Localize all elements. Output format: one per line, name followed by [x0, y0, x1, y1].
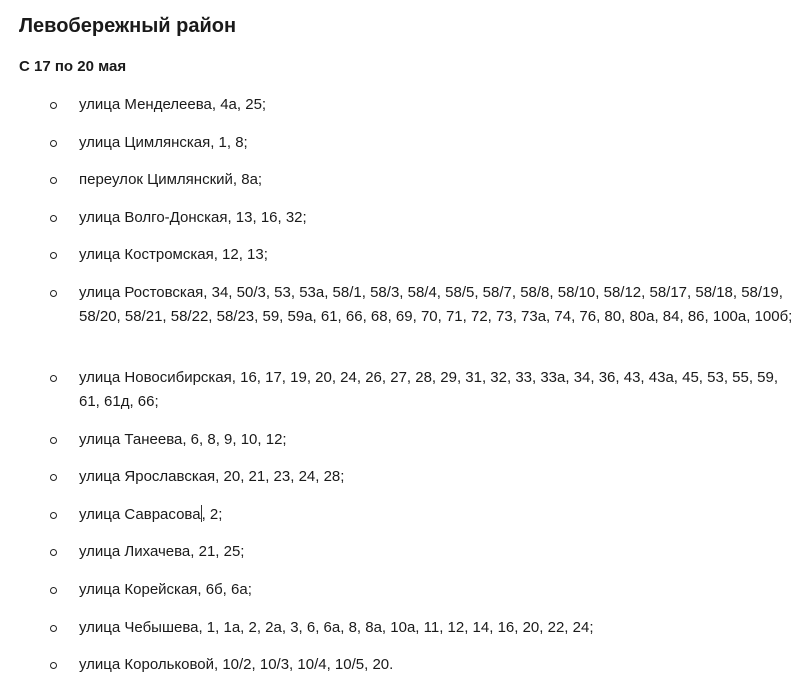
circle-bullet-icon	[50, 252, 57, 259]
circle-bullet-icon	[50, 587, 57, 594]
street-entry-with-caret[interactable]	[79, 503, 797, 527]
street-entry: улица Чебышева, 1, 1а, 2, 2а, 3, 6, 6а, 8, 8а, 10а, 11, 12, 14, 16, 20, 22, 24;	[79, 619, 594, 636]
street-entry: улица Корольковой, 10/2, 10/3, 10/4, 10/5, 20.	[79, 656, 394, 673]
street-entry: улица Новосибирская, 16, 17, 19, 20, 24, 26, 27, 28, 29, 31, 32, 33, 33а, 34, 36, 43, 43а, 45, 53, 55, 59, 61, 61д, 66;	[79, 369, 779, 410]
street-entry: улица Танеева, 6, 8, 9, 10, 12;	[79, 431, 287, 448]
street-entry: переулок Цимлянский, 8а;	[79, 171, 263, 188]
street-entry: улица Менделеева, 4а, 25;	[79, 96, 267, 113]
circle-bullet-icon	[50, 375, 57, 382]
street-entry: улица Волго-Донская, 13, 16, 32;	[79, 209, 307, 226]
circle-bullet-icon	[50, 140, 57, 147]
circle-bullet-icon	[50, 215, 57, 222]
circle-bullet-icon	[50, 625, 57, 632]
circle-bullet-icon	[50, 102, 57, 109]
date-range: С 17 по 20 мая	[19, 58, 127, 75]
street-entry: улица Корейская, 6б, 6а;	[79, 581, 252, 598]
street-entry: улица Костромская, 12, 13;	[79, 246, 268, 263]
circle-bullet-icon	[50, 290, 57, 297]
circle-bullet-icon	[50, 662, 57, 669]
circle-bullet-icon	[50, 512, 57, 519]
circle-bullet-icon	[50, 437, 57, 444]
circle-bullet-icon	[50, 177, 57, 184]
circle-bullet-icon	[50, 549, 57, 556]
street-entry: улица Ростовская, 34, 50/3, 53, 53а, 58/1, 58/3, 58/4, 58/5, 58/7, 58/8, 58/10, 58/12, 58/17, 58/18, 58/19, 58/20, 58/21, 58/22, 58/23, 59, 59а, 61, 66, 68, 69, 70, 71, 72, 73, 73а, 74, 76, 80, 80а, 84, 86, 100а, 100б;	[79, 284, 793, 325]
street-entry: улица Цимлянская, 1, 8;	[79, 134, 248, 151]
street-entry: улица Ярославская, 20, 21, 23, 24, 28;	[79, 468, 345, 485]
circle-bullet-icon	[50, 474, 57, 481]
street-numbers: , 2;	[201, 506, 223, 523]
street-entry: улица Лихачева, 21, 25;	[79, 543, 245, 560]
district-title: Левобережный район	[19, 15, 237, 37]
street-name: улица Саврасова	[79, 506, 201, 523]
